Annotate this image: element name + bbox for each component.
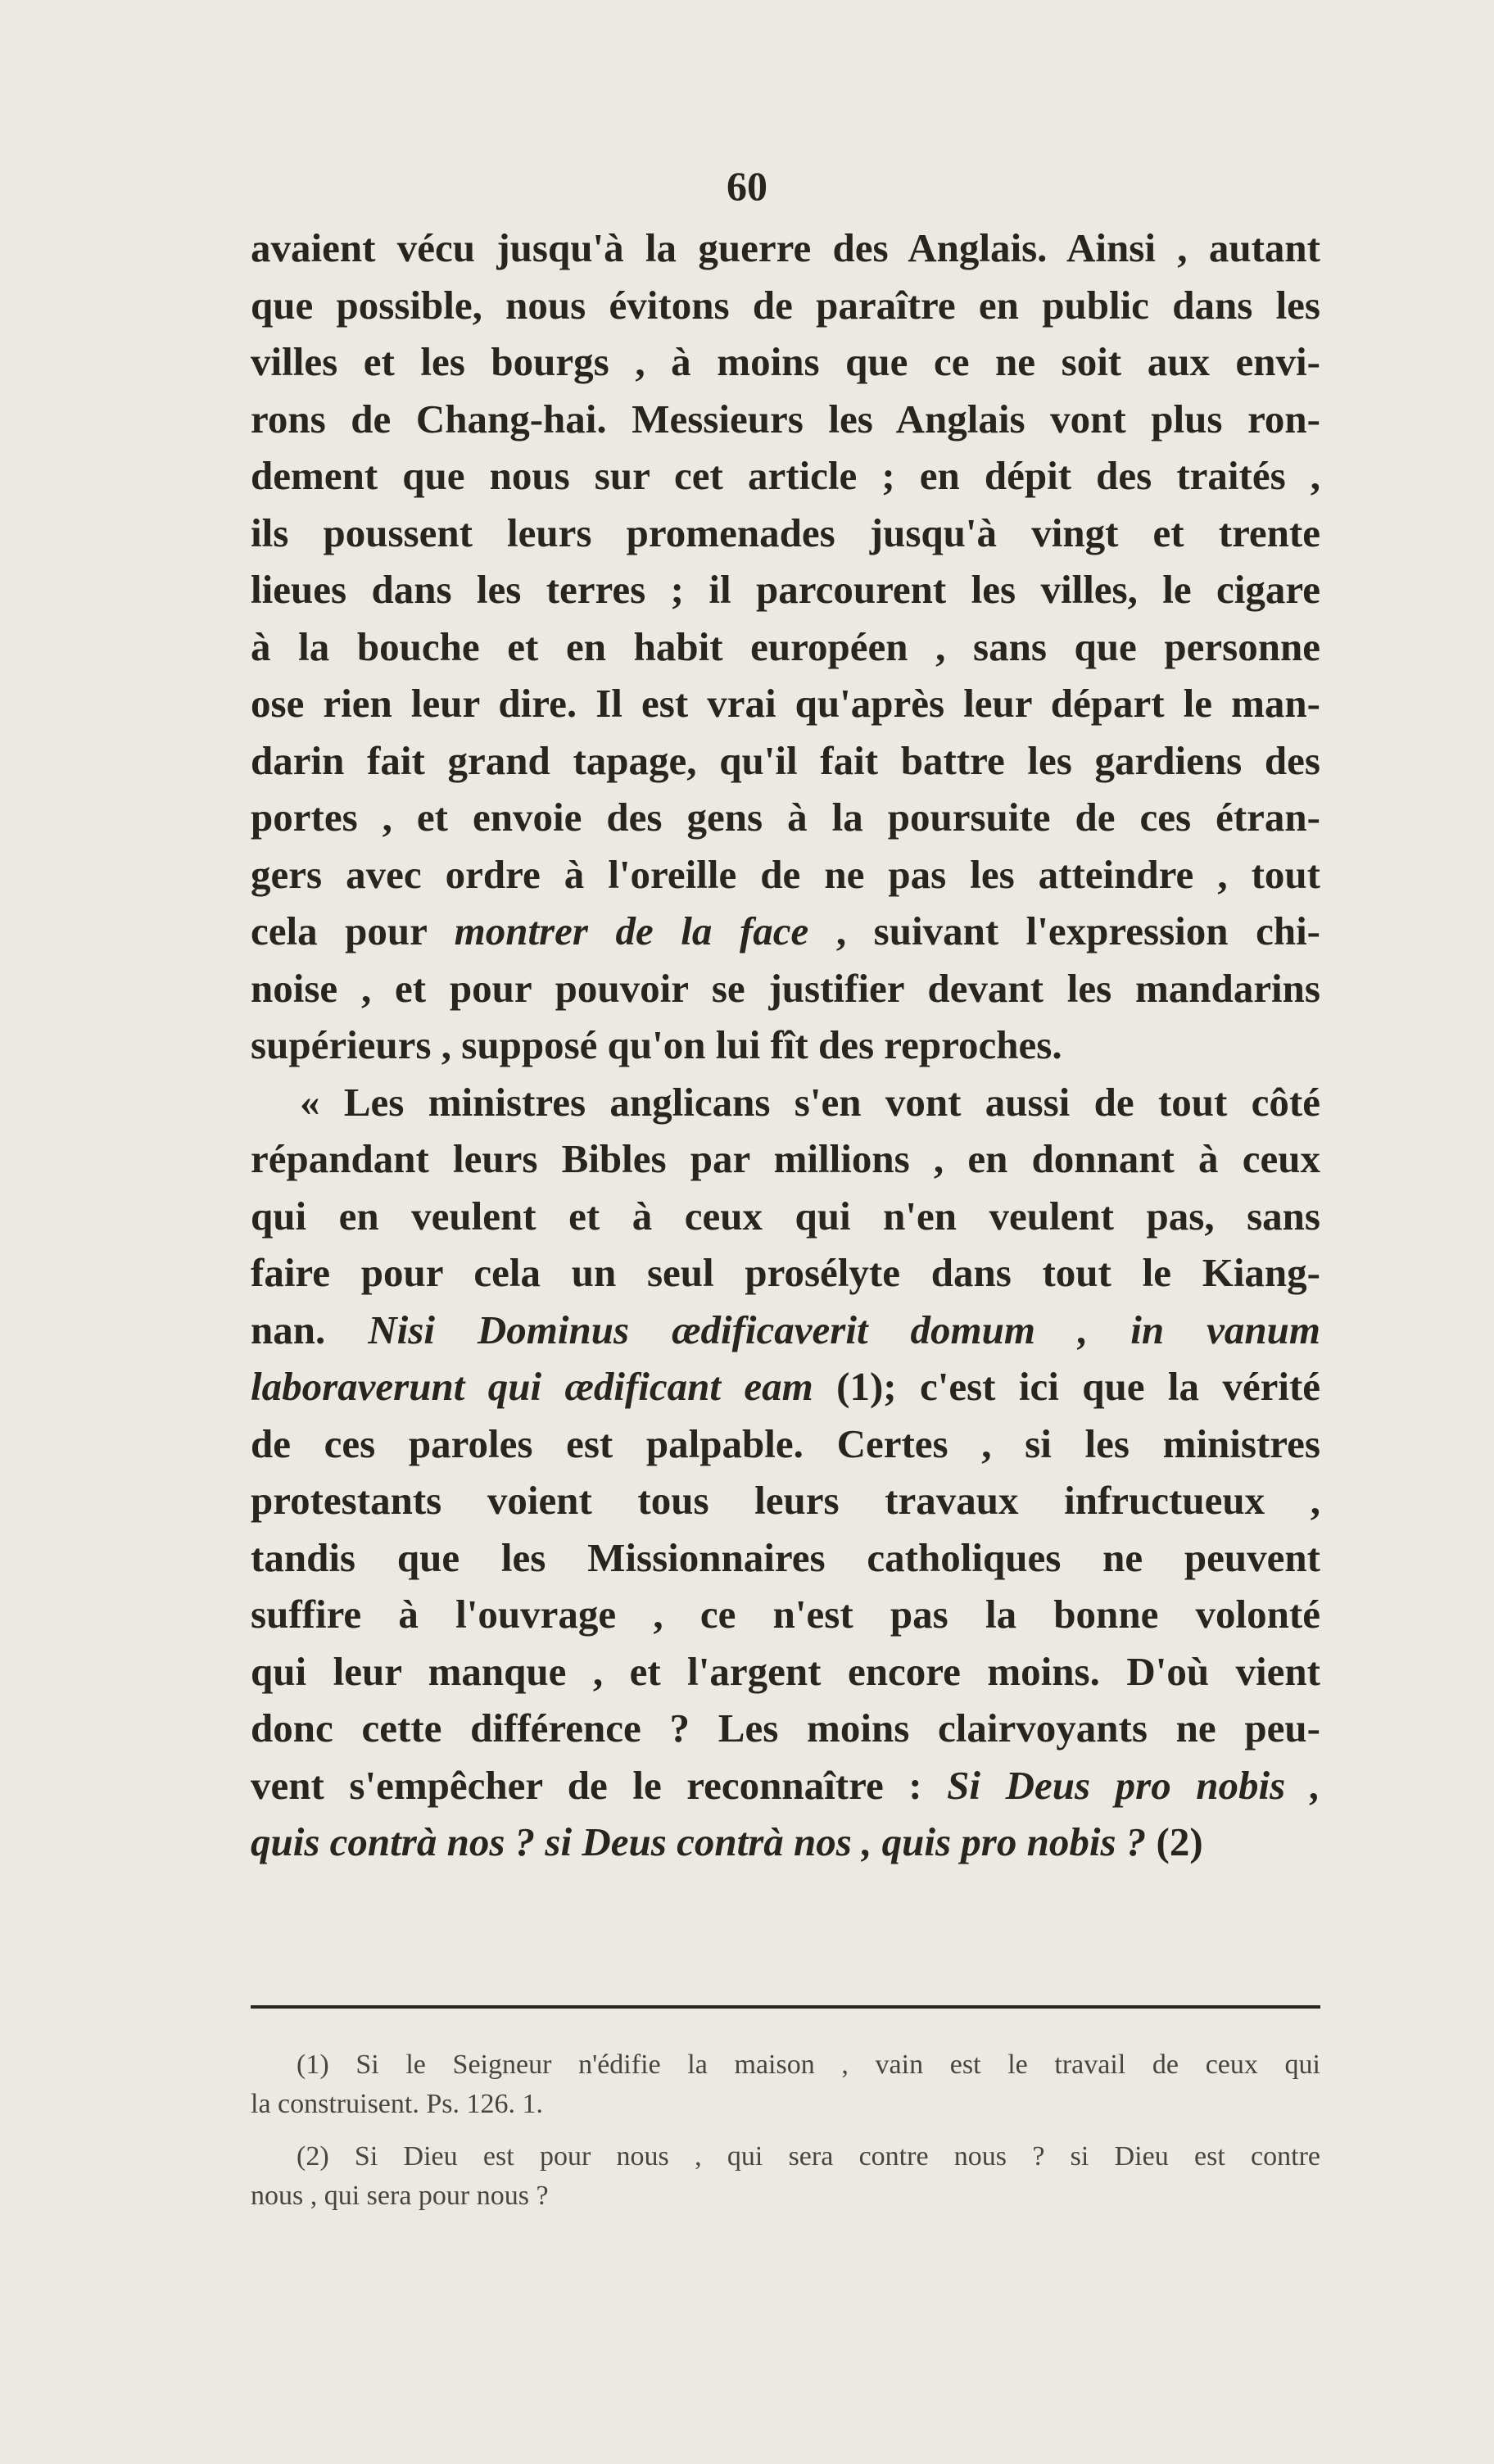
text-line: répandant leurs Bibles par millions , en donnant à ceux (251, 1136, 1320, 1181)
text-line: noise , et pour pouvoir se justifier devant les mandarins (251, 965, 1320, 1011)
text-line: ils poussent leurs promenades jusqu'à vingt et trente (251, 510, 1320, 555)
text-line: ose rien leur dire. Il est vrai qu'après leur départ le man- (251, 681, 1320, 726)
text-line: lieues dans les terres ; il parcourent les villes, le cigare (251, 567, 1320, 612)
italic-segment: laboraverunt qui ædificant eam (251, 1364, 813, 1409)
text-line: protestants voient tous leurs travaux infructueux , (251, 1478, 1320, 1523)
text-line: darin fait grand tapage, qu'il fait battre les gardiens des (251, 737, 1320, 783)
text-line: « Les ministres anglicans s'en vont aussi de tout côté (300, 1079, 1320, 1125)
text-line: villes et les bourgs , à moins que ce ne soit aux envi- (251, 339, 1320, 384)
text-segment: (2) (1146, 1819, 1203, 1864)
page-number: 60 (727, 163, 767, 209)
text-line (251, 1306, 1320, 1355)
text-line: avaient vécu jusqu'à la guerre des Anglais. Ainsi , autant (251, 225, 1320, 270)
text-line: à la bouche et en habit européen , sans que personne (251, 623, 1320, 669)
text-segment: , suivant l'expression chi- (808, 908, 1321, 953)
italic-segment: Nisi Dominus ædificaverit domum , in vanum (368, 1307, 1320, 1352)
footnote-line: la construisent. Ps. 126. 1. (251, 2089, 543, 2119)
text-line: de ces paroles est palpable. Certes , si les ministres (251, 1420, 1320, 1466)
footnote-rule (251, 2005, 1320, 2009)
text-line: faire pour cela un seul prosélyte dans tout le Kiang- (251, 1250, 1320, 1295)
text-line: suffire à l'ouvrage , ce n'est pas la bonne volonté (251, 1592, 1320, 1637)
text-line: gers avec ordre à l'oreille de ne pas les atteindre , tout (251, 851, 1320, 897)
text-line: qui en veulent et à ceux qui n'en veulent pas, sans (251, 1193, 1320, 1239)
text-line (251, 1761, 1320, 1810)
text-segment: nan. (251, 1307, 369, 1352)
text-line (251, 1818, 1320, 1867)
italic-segment: montrer de la face (454, 908, 809, 953)
text-segment: (1); c'est ici que la vérité (813, 1364, 1321, 1409)
footnote-line: (1) Si le Seigneur n'édifie la maison , vain est le travail de ceux qui (297, 2050, 1320, 2080)
text-segment: cela pour (251, 908, 455, 953)
italic-segment: Si Deus pro nobis , (947, 1762, 1321, 1808)
text-line: dement que nous sur cet article ; en dépit des traités , (251, 453, 1320, 498)
italic-segment: quis contrà nos ? si Deus contrà nos , quis pro nobis ? (251, 1819, 1147, 1864)
text-line: portes , et envoie des gens à la poursuite de ces étran- (251, 795, 1320, 840)
text-line (251, 907, 1320, 956)
text-line: rons de Chang-hai. Messieurs les Anglais vont plus ron- (251, 396, 1320, 442)
text-line: qui leur manque , et l'argent encore moins. D'où vient (251, 1648, 1320, 1694)
footnote-line: (2) Si Dieu est pour nous , qui sera contre nous ? si Dieu est contre (297, 2141, 1320, 2172)
text-line: que possible, nous évitons de paraître en public dans les (251, 282, 1320, 328)
text-line: tandis que les Missionnaires catholiques ne peuvent (251, 1534, 1320, 1580)
text-segment: vent s'empêcher de le reconnaître : (251, 1762, 948, 1808)
text-line (251, 1362, 1320, 1411)
text-line: supérieurs , supposé qu'on lui fît des reproches. (251, 1022, 1062, 1067)
footnote-line: nous , qui sera pour nous ? (251, 2181, 549, 2211)
text-line: donc cette différence ? Les moins clairvoyants ne peu- (251, 1705, 1320, 1751)
